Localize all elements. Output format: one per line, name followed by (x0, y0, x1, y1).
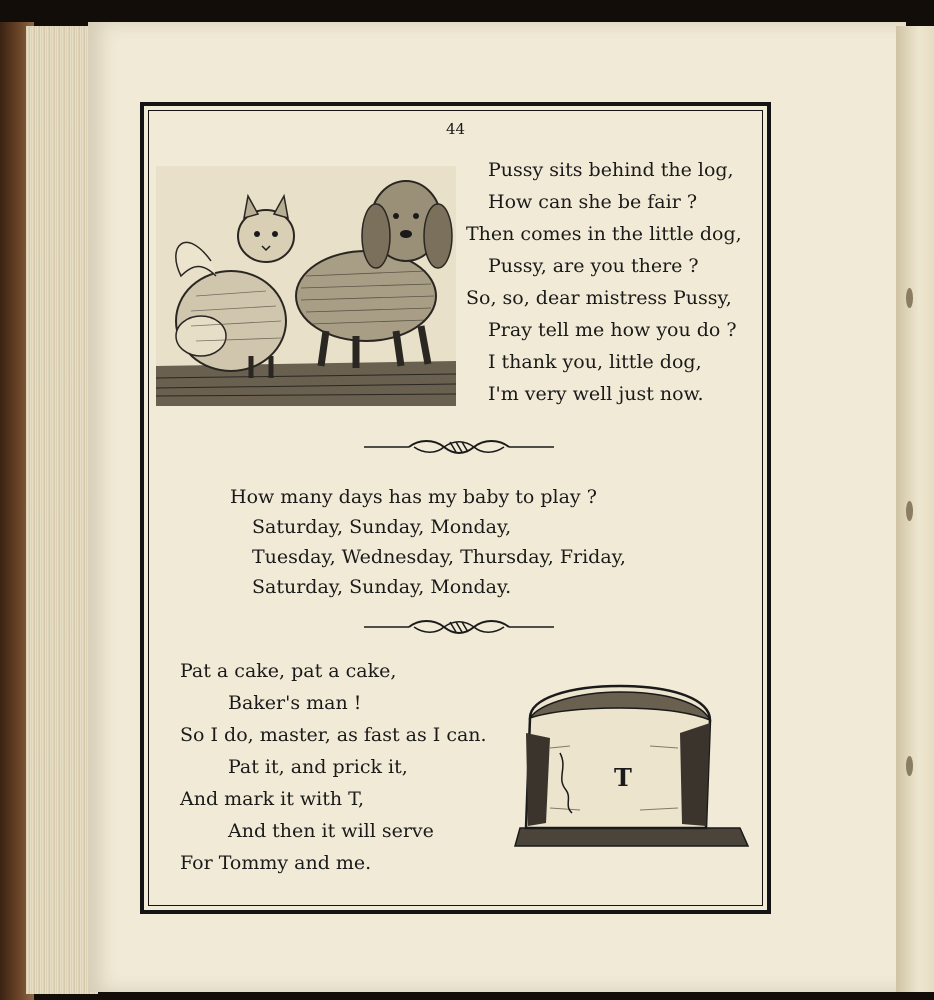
poem3-line: So I do, master, as fast as I can. (180, 724, 487, 746)
decorative-divider-ornament (364, 616, 554, 638)
poem1-line: Then comes in the little dog, (466, 223, 742, 245)
poem1-line: Pussy sits behind the log, (488, 159, 734, 181)
poem1-line: Pussy, are you there ? (488, 255, 699, 277)
decorative-divider-ornament (364, 436, 554, 458)
next-page-edge (896, 26, 934, 992)
poem1-line: I thank you, little dog, (488, 351, 702, 373)
binding-hole (906, 756, 913, 776)
poem3-line: And mark it with T, (180, 788, 365, 810)
cake-letter-mark: T (614, 763, 632, 792)
cat-and-dog-woodcut-illustration (156, 166, 456, 406)
poem2-line: Saturday, Sunday, Monday, (252, 516, 512, 538)
poem2-line: Tuesday, Wednesday, Thursday, Friday, (252, 546, 626, 568)
poem3-line: Pat it, and prick it, (228, 756, 408, 778)
page-border-frame (140, 102, 771, 914)
poem1-line: I'm very well just now. (488, 383, 704, 405)
poem1-line: Pray tell me how you do ? (488, 319, 737, 341)
poem2-line: Saturday, Sunday, Monday. (252, 576, 512, 598)
binding-hole (906, 501, 913, 521)
poem3-line: Pat a cake, pat a cake, (180, 660, 397, 682)
binding-hole (906, 288, 913, 308)
poem1-line: How can she be fair ? (488, 191, 698, 213)
poem3-line: For Tommy and me. (180, 852, 372, 874)
page-number: 44 (446, 120, 466, 138)
poem1-line: So, so, dear mistress Pussy, (466, 287, 732, 309)
poem2-line: How many days has my baby to play ? (230, 486, 597, 508)
poem3-line: Baker's man ! (228, 692, 362, 714)
poem3-line: And then it will serve (228, 820, 434, 842)
